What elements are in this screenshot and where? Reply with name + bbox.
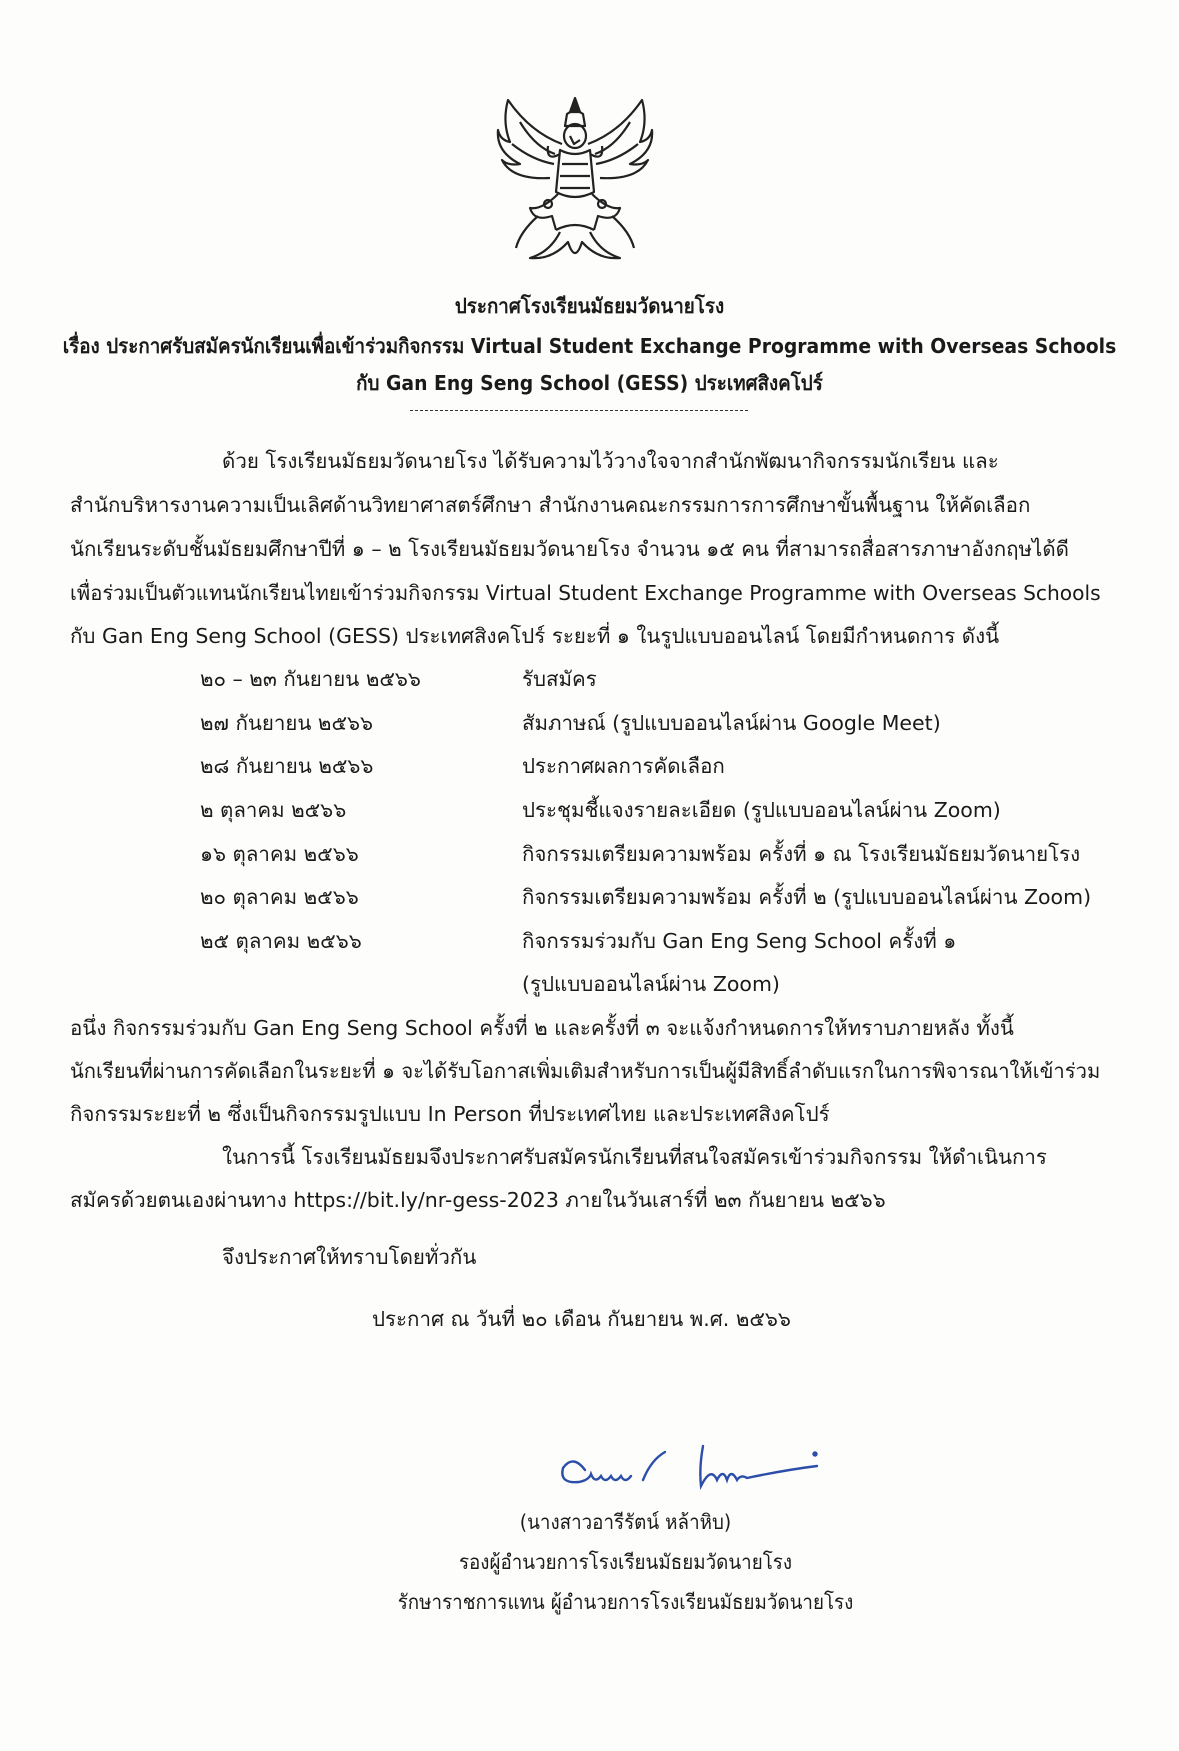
subject-line-1: เรื่อง ประกาศรับสมัครนักเรียนเพื่อเข้าร่วมกิจกรรม Virtual Student Exchange Programme with Overseas Schools <box>62 334 1117 358</box>
signature-icon <box>555 1440 825 1500</box>
signatory-name: (นางสาวอารีรัตน์ หล้าหิบ) <box>519 1510 732 1534</box>
signatory-position: รองผู้อำนวยการโรงเรียนมัธยมวัดนายโรง <box>458 1550 793 1574</box>
application-line-2: สมัครด้วยตนเองผ่านทาง https://bit.ly/nr-gess-2023 ภายในวันเสาร์ที่ ๒๓ กันยายน ๒๕๖๖ <box>70 1188 886 1212</box>
schedule-date: ๒ ตุลาคม ๒๕๖๖ <box>200 798 347 822</box>
schedule-date: ๑๖ ตุลาคม ๒๕๖๖ <box>200 842 359 866</box>
schedule-date: ๒๐ ตุลาคม ๒๕๖๖ <box>200 885 359 909</box>
garuda-emblem-icon <box>490 92 660 272</box>
intro-line-3: นักเรียนระดับชั้นมัธยมศึกษาปีที่ ๑ – ๒ โรงเรียนมัธยมวัดนายโรง จำนวน ๑๕ คน ที่สามารถสื่อสารภาษาอังกฤษได้ดี <box>70 537 1069 561</box>
schedule-date: ๒๘ กันยายน ๒๕๖๖ <box>200 754 374 778</box>
title-divider <box>410 410 748 411</box>
signatory-acting: รักษาราชการแทน ผู้อำนวยการโรงเรียนมัธยมวัดนายโรง <box>397 1590 854 1614</box>
schedule-activity: กิจกรรมเตรียมความพร้อม ครั้งที่ ๑ ณ โรงเรียนมัธยมวัดนายโรง <box>522 842 1081 866</box>
schedule-activity-continued: (รูปแบบออนไลน์ผ่าน Zoom) <box>522 972 780 996</box>
closing-statement: จึงประกาศให้ทราบโดยทั่วกัน <box>222 1245 477 1269</box>
intro-line-1: ด้วย โรงเรียนมัธยมวัดนายโรง ได้รับความไว้วางใจจากสำนักพัฒนากิจกรรมนักเรียน และ <box>222 449 999 473</box>
schedule-activity: ประกาศผลการคัดเลือก <box>522 754 725 778</box>
notes-line-1: อนึ่ง กิจกรรมร่วมกับ Gan Eng Seng School ครั้งที่ ๒ และครั้งที่ ๓ จะแจ้งกำหนดการให้ทราบภายหลัง ทั้งนี้ <box>70 1016 1014 1040</box>
subject-line-2: กับ Gan Eng Seng School (GESS) ประเทศสิงคโปร์ <box>356 371 823 395</box>
application-line-1: ในการนี้ โรงเรียนมัธยมจึงประกาศรับสมัครนักเรียนที่สนใจสมัครเข้าร่วมกิจกรรม ให้ดำเนินการ <box>222 1145 1047 1169</box>
intro-line-5: กับ Gan Eng Seng School (GESS) ประเทศสิงคโปร์ ระยะที่ ๑ ในรูปแบบออนไลน์ โดยมีกำหนดการ ดังนี้ <box>70 624 1000 648</box>
schedule-activity: กิจกรรมเตรียมความพร้อม ครั้งที่ ๒ (รูปแบบออนไลน์ผ่าน Zoom) <box>522 885 1092 909</box>
announcement-date: ประกาศ ณ วันที่ ๒๐ เดือน กันยายน พ.ศ. ๒๕๖๖ <box>372 1307 791 1331</box>
notes-line-2: นักเรียนที่ผ่านการคัดเลือกในระยะที่ ๑ จะได้รับโอกาสเพิ่มเติมสำหรับการเป็นผู้มีสิทธิ์ลำดับแรกในการพิจารณาให้เข้าร่วม <box>70 1059 1101 1083</box>
intro-line-2: สำนักบริหารงานความเป็นเลิศด้านวิทยาศาสตร์ศึกษา สำนักงานคณะกรรมการการศึกษาขั้นพื้นฐาน ให้คัดเลือก <box>70 493 1031 517</box>
schedule-date: ๒๐ – ๒๓ กันยายน ๒๕๖๖ <box>200 667 421 691</box>
schedule-date: ๒๕ ตุลาคม ๒๕๖๖ <box>200 929 362 953</box>
schedule-activity: ประชุมชี้แจงรายละเอียด (รูปแบบออนไลน์ผ่าน Zoom) <box>522 798 1001 822</box>
notes-line-3: กิจกรรมระยะที่ ๒ ซึ่งเป็นกิจกรรมรูปแบบ In Person ที่ประเทศไทย และประเทศสิงคโปร์ <box>70 1102 830 1126</box>
announcement-title: ประกาศโรงเรียนมัธยมวัดนายโรง <box>454 294 725 318</box>
schedule-date: ๒๗ กันยายน ๒๕๖๖ <box>200 711 373 735</box>
schedule-activity: สัมภาษณ์ (รูปแบบออนไลน์ผ่าน Google Meet) <box>522 711 941 735</box>
schedule-activity: กิจกรรมร่วมกับ Gan Eng Seng School ครั้งที่ ๑ <box>522 929 957 953</box>
intro-line-4: เพื่อร่วมเป็นตัวแทนนักเรียนไทยเข้าร่วมกิจกรรม Virtual Student Exchange Programme with Overseas Schools <box>70 581 1101 605</box>
schedule-activity: รับสมัคร <box>522 667 597 691</box>
